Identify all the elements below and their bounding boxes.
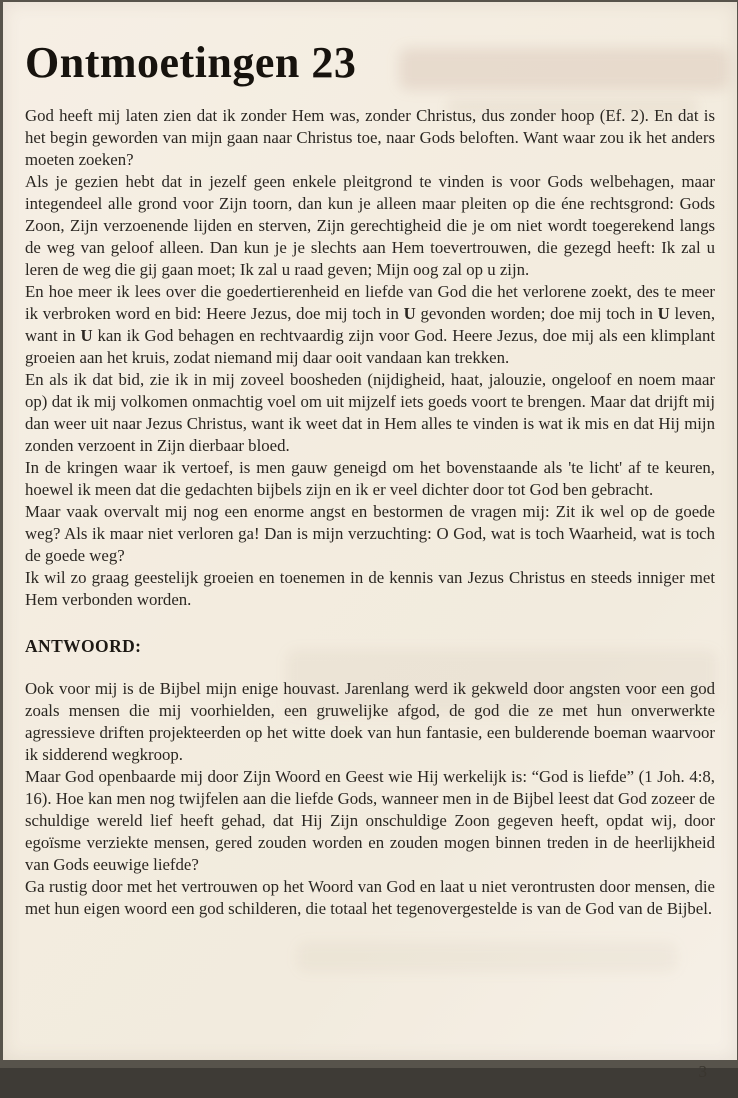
paragraph: Ik wil zo graag geestelijk groeien en toenemen in de kennis van Jezus Christus en steeds inniger met Hem verbonden worden. <box>25 568 715 610</box>
paragraph: Maar God openbaarde mij door Zijn Woord en Geest wie Hij werkelijk is: “God is liefde” (1 Joh. 4:8, 16). Hoe kan men nog twijfelen aan die liefde Gods, wanneer men in de Bijbel leest dat God zozeer de schuldige wereld lief heeft gehad, dat Hij Zijn onschuldige Zoon gegeven heeft, opdat wij, door egoïsme verziekte mensen, gered zouden worden en zouden mogen binnen treden in de heerlijkheid van Gods eeuwige liefde? <box>25 767 715 875</box>
page-title: Ontmoetingen 23 <box>25 38 357 87</box>
paragraph: Ook voor mij is de Bijbel mijn enige houvast. Jarenlang werd ik gekweld door angsten voor een god zoals mensen die mij voorhielden, een gruwelijke afgod, de god die ze met hun onverwerkte agressieve driften projekteerden op het witte doek van hun fantasie, een bulderende boeman waarvoor ik sidderend wegkroop. <box>25 679 715 765</box>
page-surface <box>3 2 737 1081</box>
answer-section <box>25 678 715 920</box>
paragraph: Maar vaak overvalt mij nog een enorme angst en bestormen de vragen mij: Zit ik wel op de goede weg? Als ik maar niet verloren ga! Dan is mijn verzuchting: O God, wat is toch Waarheid, wat is toch de goede weg? <box>25 502 715 566</box>
answer-heading: ANTWOORD: <box>25 636 142 657</box>
paragraph: Ga rustig door met het vertrouwen op het Woord van God en laat u niet verontrusten door mensen, die met hun eigen woord een god schilderen, die totaal het tegenovergestelde is van de God van de Bijbel. <box>25 877 715 919</box>
question-section <box>25 105 715 611</box>
paragraph: En hoe meer ik lees over die goedertierenheid en liefde van God die het verlorene zoekt, des te meer ik verbroken word en bid: Heere Jezus, doe mij toch in U gevonden worden; doe mij toch in U leven, want in U kan ik God behagen en rechtvaardig zijn voor God. Heere Jezus, doe mij als een klimplant groeien aan het kruis, zodat niemand mij daar ooit vandaan kan trekken. <box>25 282 716 368</box>
paragraph: In de kringen waar ik vertoef, is men gauw geneigd om het bovenstaande als 'te licht' af te keuren, hoewel ik meen dat die gedachten bijbels zijn en ik er veel dichter door tot God ben gebracht. <box>25 458 715 500</box>
paragraph: God heeft mij laten zien dat ik zonder Hem was, zonder Christus, dus zonder hoop (Ef. 2). En dat is het begin geworden van mijn gaan naar Christus toe, naar Gods beloften. Want waar zou ik het anders moeten zoeken? <box>25 106 715 170</box>
page-content <box>3 40 737 1098</box>
page-number: 3 <box>698 1062 707 1081</box>
paragraph: En als ik dat bid, zie ik in mij zoveel boosheden (nijdigheid, haat, jalouzie, ongeloof en noem maar op) dat ik mij volkomen onmachtig voel om uit mijzelf iets goeds voort te brengen. Maar dat drijft mij dan weer uit naar Jezus Christus, want ik weet dat in Hem alles te vinden is wat ik mis en dat Hij mijn zonden verzoent in Zijn dierbaar bloed. <box>25 370 715 456</box>
paragraph: Als je gezien hebt dat in jezelf geen enkele pleitgrond te vinden is voor Gods welbehagen, maar integendeel alle grond voor Zijn toorn, dan kun je alleen maar pleiten op die éne rechtsgrond: Gods Zoon, Zijn verzoenende lijden en sterven, Zijn gerechtigheid die je om niet wordt toegerekend langs de weg van geloof alleen. Dan kun je je slechts aan Hem toevertrouwen, die gezegd heeft: Ik zal u leren de weg die gij gaan moet; Ik zal u raad geven; Mijn oog zal op u zijn. <box>25 172 715 280</box>
